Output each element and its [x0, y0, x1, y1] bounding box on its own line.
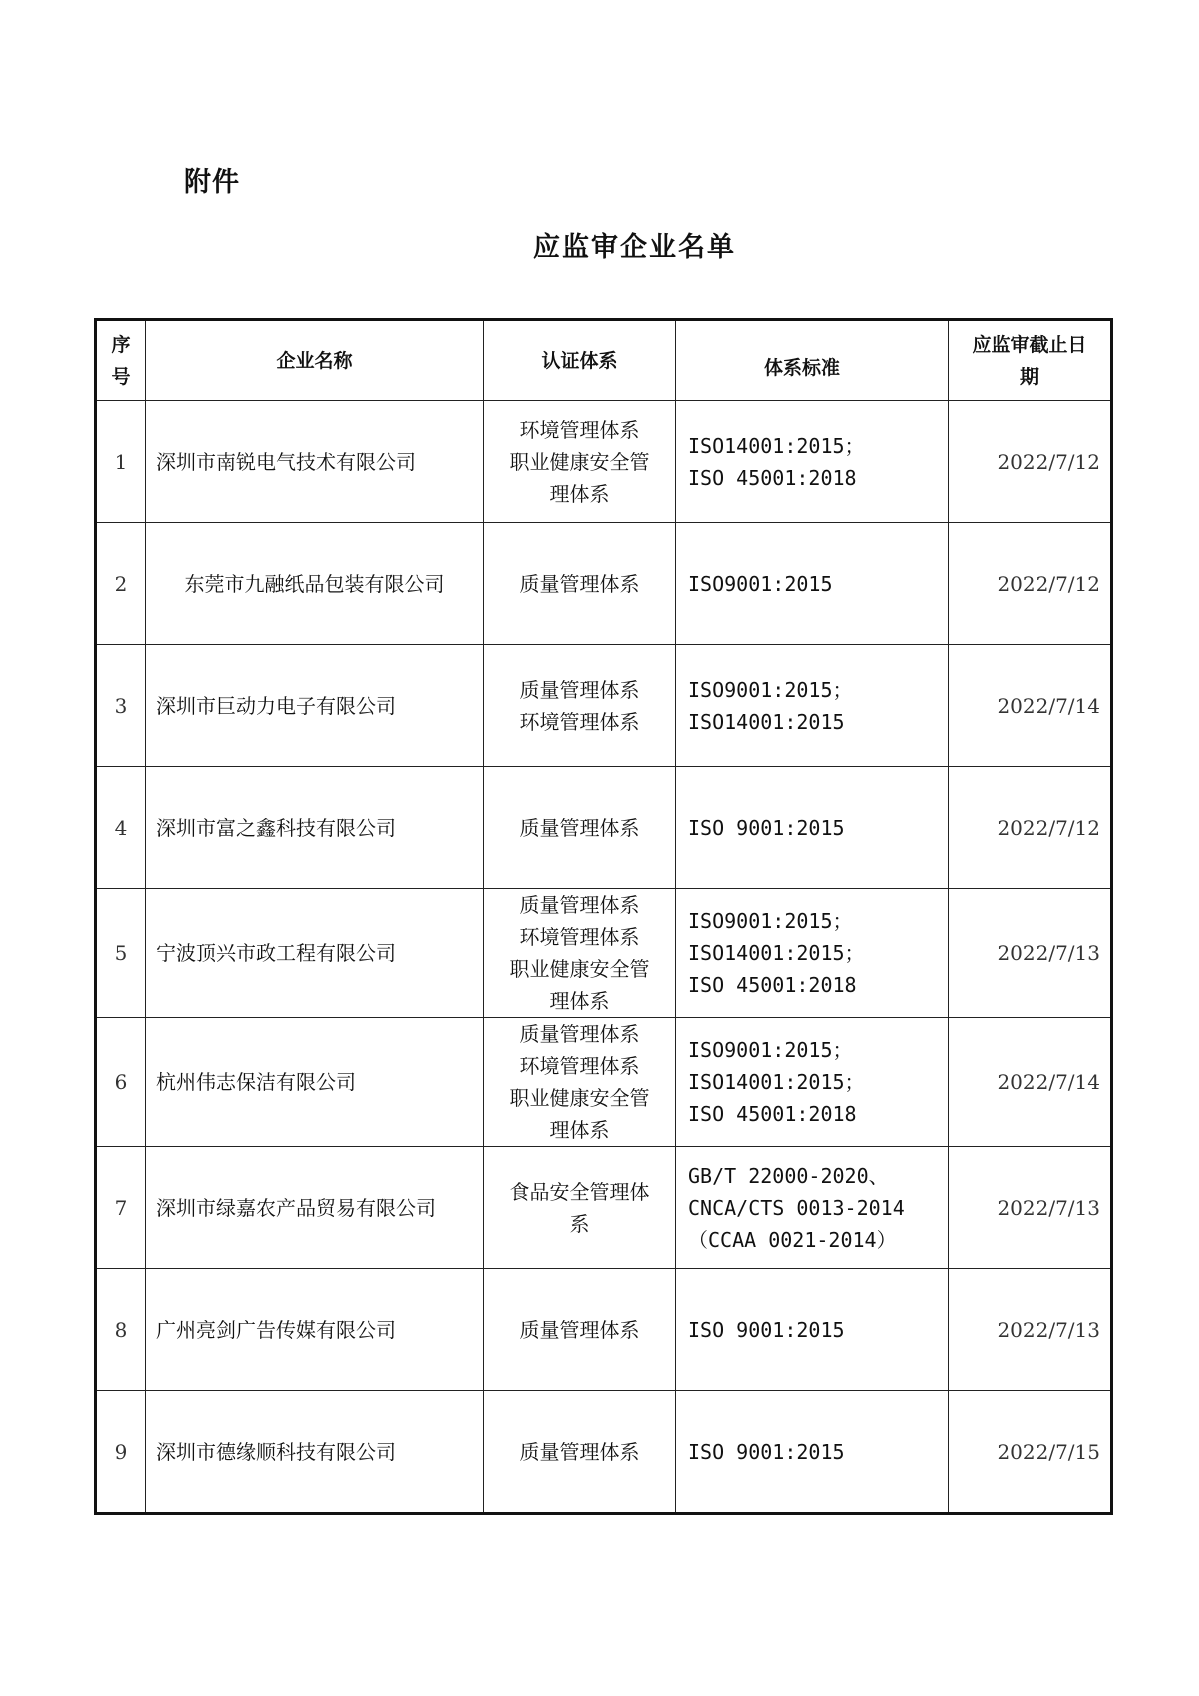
company-name: 深圳市南锐电气技术有限公司	[146, 401, 484, 523]
standard-line: ISO 9001:2015	[688, 1439, 845, 1464]
company-name: 宁波顶兴市政工程有限公司	[146, 889, 484, 1018]
certification-system	[484, 401, 676, 523]
certification-system	[484, 1018, 676, 1147]
table-header-row	[96, 320, 1112, 401]
header-standard: 体系标准	[676, 320, 949, 401]
certification-system	[484, 1391, 676, 1514]
system-standard	[676, 401, 949, 523]
document-title: 应监审企业名单	[533, 232, 736, 263]
standard-line: ISO 9001:2015	[688, 1317, 845, 1342]
company-name: 东莞市九融纸品包装有限公司	[146, 523, 484, 645]
audit-deadline: 2022/7/12	[949, 523, 1112, 645]
cert-line: 质量管理体系	[519, 893, 640, 917]
standard-line: ISO14001:2015	[688, 709, 845, 734]
cert-line: 环境管理体系	[519, 709, 640, 734]
cert-line: 理体系	[549, 1118, 610, 1142]
company-name: 深圳市绿嘉农产品贸易有限公司	[146, 1147, 484, 1269]
standard-line: ISO 9001:2015	[688, 815, 845, 840]
table-row	[96, 889, 1112, 1018]
audit-deadline: 2022/7/13	[949, 1147, 1112, 1269]
certification-system	[484, 523, 676, 645]
table-row	[96, 1018, 1112, 1147]
cert-line: 质量管理体系	[519, 677, 640, 702]
standard-line: ISO 45001:2018	[688, 973, 857, 997]
system-standard	[676, 1018, 949, 1147]
row-number: 9	[96, 1391, 146, 1514]
cert-line: 系	[569, 1211, 590, 1236]
company-name: 杭州伟志保洁有限公司	[146, 1018, 484, 1147]
audit-deadline: 2022/7/13	[949, 1269, 1112, 1391]
standard-line: ISO9001:2015	[688, 571, 833, 596]
table-row	[96, 1269, 1112, 1391]
audit-deadline: 2022/7/12	[949, 767, 1112, 889]
cert-line: 环境管理体系	[519, 1054, 640, 1078]
system-standard	[676, 1147, 949, 1269]
cert-line: 职业健康安全管	[509, 957, 650, 981]
header-no: 序号	[96, 320, 146, 401]
enterprise-table	[94, 318, 1113, 1515]
certification-system	[484, 889, 676, 1018]
audit-deadline: 2022/7/14	[949, 1018, 1112, 1147]
row-number: 5	[96, 889, 146, 1018]
cert-line: 职业健康安全管	[509, 1086, 650, 1110]
standard-line: ISO9001:2015；	[688, 909, 853, 933]
standard-line: CNCA/CTS 0013-2014	[688, 1195, 905, 1220]
audit-deadline: 2022/7/14	[949, 645, 1112, 767]
table-row	[96, 401, 1112, 523]
company-name: 广州亮剑广告传媒有限公司	[146, 1269, 484, 1391]
header-deadline: 应监审截止日期	[949, 320, 1112, 401]
system-standard	[676, 767, 949, 889]
cert-line: 食品安全管理体	[509, 1179, 650, 1204]
cert-line: 环境管理体系	[519, 925, 640, 949]
table-row	[96, 767, 1112, 889]
audit-deadline: 2022/7/12	[949, 401, 1112, 523]
system-standard	[676, 1391, 949, 1514]
cert-line: 质量管理体系	[519, 571, 640, 596]
attachment-label: 附件	[184, 167, 240, 198]
company-name: 深圳市富之鑫科技有限公司	[146, 767, 484, 889]
cert-line: 理体系	[549, 481, 610, 506]
table-row	[96, 1147, 1112, 1269]
table-row	[96, 645, 1112, 767]
row-number: 7	[96, 1147, 146, 1269]
system-standard	[676, 1269, 949, 1391]
standard-line: ISO 45001:2018	[688, 1102, 857, 1126]
standard-line: ISO14001:2015；	[688, 941, 865, 965]
audit-deadline: 2022/7/13	[949, 889, 1112, 1018]
table-body	[96, 401, 1112, 1514]
row-number: 2	[96, 523, 146, 645]
cert-line: 理体系	[549, 989, 610, 1013]
row-number: 4	[96, 767, 146, 889]
header-cert: 认证体系	[484, 320, 676, 401]
company-name: 深圳市巨动力电子有限公司	[146, 645, 484, 767]
row-number: 6	[96, 1018, 146, 1147]
certification-system	[484, 1269, 676, 1391]
system-standard	[676, 523, 949, 645]
cert-line: 职业健康安全管	[509, 449, 650, 474]
standard-line: ISO9001:2015；	[688, 677, 853, 702]
header-name: 企业名称	[146, 320, 484, 401]
certification-system	[484, 1147, 676, 1269]
cert-line: 质量管理体系	[519, 1022, 640, 1046]
standard-line: （CCAA 0021-2014）	[688, 1227, 897, 1252]
standard-line: ISO14001:2015；	[688, 433, 865, 458]
certification-system	[484, 767, 676, 889]
cert-line: 质量管理体系	[519, 815, 640, 840]
standard-line: GB/T 22000-2020、	[688, 1163, 889, 1188]
standard-line: ISO14001:2015；	[688, 1070, 865, 1094]
system-standard	[676, 645, 949, 767]
row-number: 3	[96, 645, 146, 767]
cert-line: 质量管理体系	[519, 1317, 640, 1342]
system-standard	[676, 889, 949, 1018]
standard-line: ISO9001:2015；	[688, 1038, 853, 1062]
cert-line: 环境管理体系	[519, 417, 640, 442]
certification-system	[484, 645, 676, 767]
standard-line: ISO 45001:2018	[688, 465, 857, 490]
company-name: 深圳市德缘顺科技有限公司	[146, 1391, 484, 1514]
row-number: 8	[96, 1269, 146, 1391]
audit-deadline: 2022/7/15	[949, 1391, 1112, 1514]
row-number: 1	[96, 401, 146, 523]
cert-line: 质量管理体系	[519, 1439, 640, 1464]
table-row	[96, 1391, 1112, 1514]
table-row	[96, 523, 1112, 645]
